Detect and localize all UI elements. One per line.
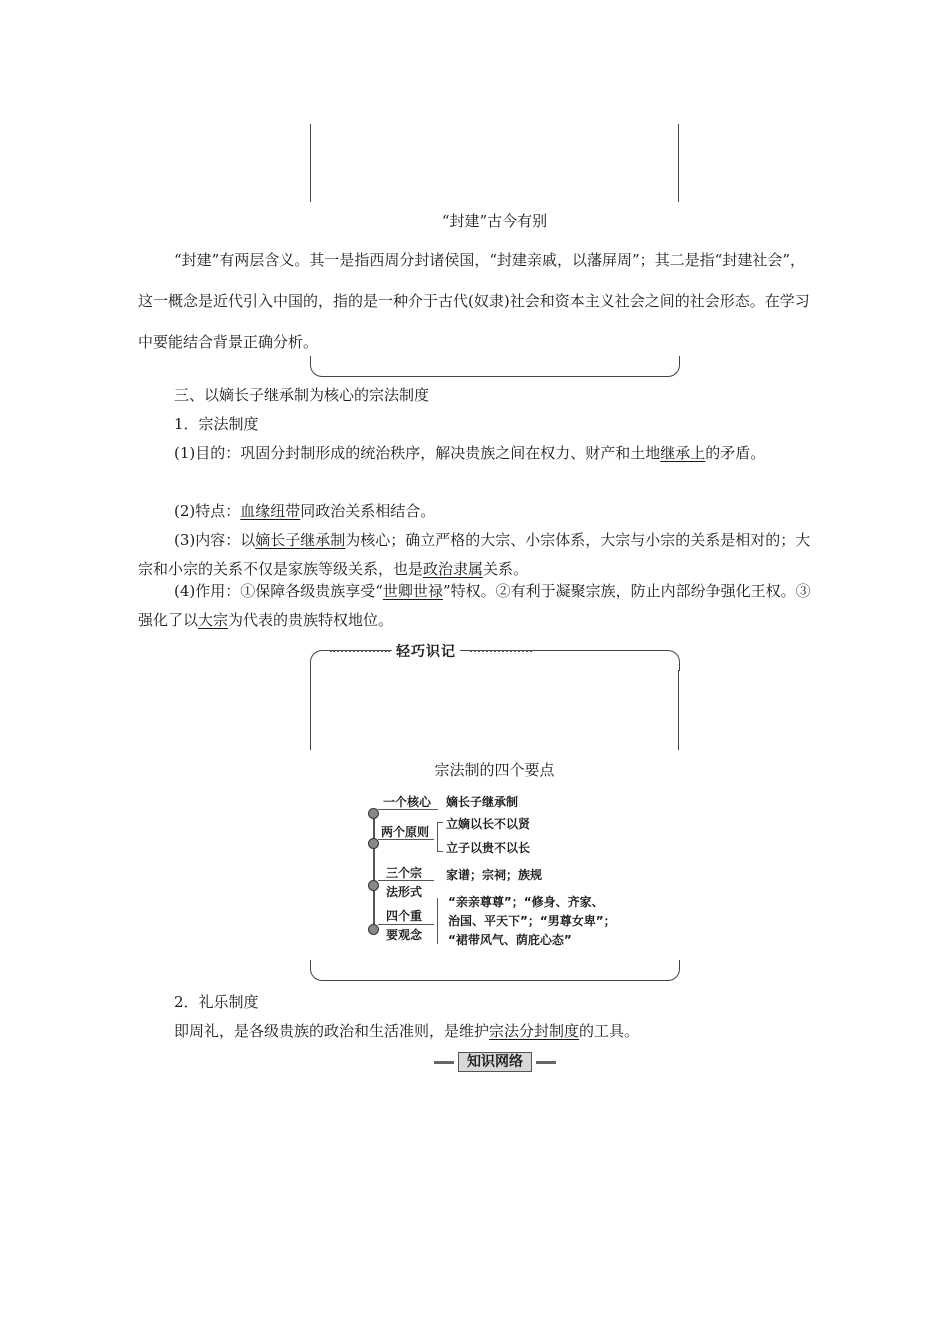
mm-principle-2: 立子以贵不以长	[446, 841, 531, 855]
box2-right-border	[678, 670, 679, 750]
p1-underline: 继承上	[660, 444, 706, 462]
mm-principles-tick-1	[437, 822, 443, 823]
p4-mid: ”特权。②有利于凝聚宗族，防止内部纷争强化王权。③强化了以	[138, 582, 811, 629]
sub2-paragraph	[138, 1017, 816, 1046]
section3-sub1: 1．宗法制度	[174, 415, 259, 433]
mm-principle-1: 立嫡以长不以贤	[446, 817, 531, 831]
p3-suffix: 关系。	[483, 560, 529, 578]
p2-prefix: (2)特点：	[174, 502, 241, 520]
mm-forms-label-2: 法形式	[386, 885, 423, 899]
mm-spine	[373, 812, 375, 930]
mm-ideas-label-1: 四个重	[386, 909, 423, 923]
p1-suffix: 的矛盾。	[705, 444, 766, 462]
mm-principles-tick-2	[437, 851, 443, 852]
p4-suffix: 为代表的贵族特权地位。	[228, 611, 394, 629]
p4-underline-1: 世卿世禄	[382, 582, 443, 600]
mm-core-underline	[378, 809, 438, 810]
box1-bottom-border	[310, 356, 680, 377]
mm-forms-value: 家谱；宗祠；族规	[446, 868, 543, 882]
section3-p1	[138, 439, 816, 468]
p3-underline-1: 嫡长子继承制	[255, 531, 346, 549]
mm-ideas-underline	[378, 924, 434, 925]
p1-prefix: (1)目的：巩固分封制形成的统治秩序，解决贵族之间在权力、财产和土地	[174, 444, 661, 462]
mm-forms-underline	[378, 880, 434, 881]
box1-title: “封建”古今有别	[441, 212, 548, 230]
knowledge-network-banner	[434, 1052, 556, 1072]
p2-suffix: 同政治关系相结合。	[300, 502, 436, 520]
section3-heading: 三、以嫡长子继承制为核心的宗法制度	[174, 386, 430, 404]
mm-core-label: 一个核心	[383, 795, 432, 809]
mm-ideas-label-2: 要观念	[386, 928, 423, 942]
mm-forms-label-1: 三个宗	[386, 866, 423, 880]
box1-left-border	[310, 124, 311, 202]
mm-ideas-line-3: “裙带风气、荫庇心态”	[448, 933, 572, 947]
box2-badge: 轻巧识记	[392, 641, 460, 661]
banner-bar-right	[536, 1061, 556, 1064]
mm-principles-underline	[378, 839, 434, 840]
box2-left-border	[310, 670, 311, 750]
sub2-suffix: 的工具。	[579, 1022, 640, 1040]
box1-right-border	[678, 124, 679, 202]
box2-dots-right	[470, 650, 532, 652]
banner-label: 知识网络	[458, 1052, 532, 1072]
section3-p4	[138, 577, 816, 635]
box1-text: “封建”有两层含义。其一是指西周分封诸侯国，“封建亲戚，以藩屏周”；其二是指“封建社会”，这一概念是近代引入中国的，指的是一种介于古代(奴隶)社会和资本主义社会之间的社会形态。在学习中要能结合背景正确分析。	[138, 251, 810, 351]
p4-prefix: (4)作用：①保障各级贵族享受“	[174, 582, 383, 600]
p4-underline-2: 大宗	[198, 611, 229, 629]
box2-bottom-border	[310, 960, 680, 981]
sub2-heading: 2．礼乐制度	[174, 993, 259, 1011]
p2-underline: 血缘纽带	[240, 502, 301, 520]
p3-underline-2: 政治隶属	[423, 560, 484, 578]
mm-ideas-bracket	[437, 898, 438, 944]
section3-p2	[138, 497, 816, 526]
sub2-underline: 宗法分封制度	[489, 1022, 580, 1040]
box2-dots-left	[330, 650, 390, 652]
p3-mid: 为核心；确立严格的大宗、小宗体系，大宗与小宗的关系是相对的；大宗和小宗的关系不仅是家族等级关系，也是	[138, 531, 811, 578]
mm-core-value: 嫡长子继承制	[446, 795, 519, 809]
section3-p3	[138, 526, 816, 584]
mm-principles-bracket	[437, 822, 438, 852]
mm-ideas-line-1: “亲亲尊尊”；“修身、齐家、	[448, 895, 604, 909]
banner-bar-left	[434, 1061, 454, 1064]
mm-dot-4	[368, 924, 379, 935]
sub2-prefix: 即周礼，是各级贵族的政治和生活准则，是维护	[174, 1022, 490, 1040]
box2-title: 宗法制的四个要点	[434, 761, 555, 779]
box2-top-border	[310, 650, 680, 671]
mm-ideas-line-2: 治国、平天下”；“男尊女卑”；	[448, 914, 616, 928]
mm-principles-label: 两个原则	[381, 825, 430, 839]
mm-dot-3	[368, 880, 379, 891]
p3-prefix: (3)内容：以	[174, 531, 256, 549]
